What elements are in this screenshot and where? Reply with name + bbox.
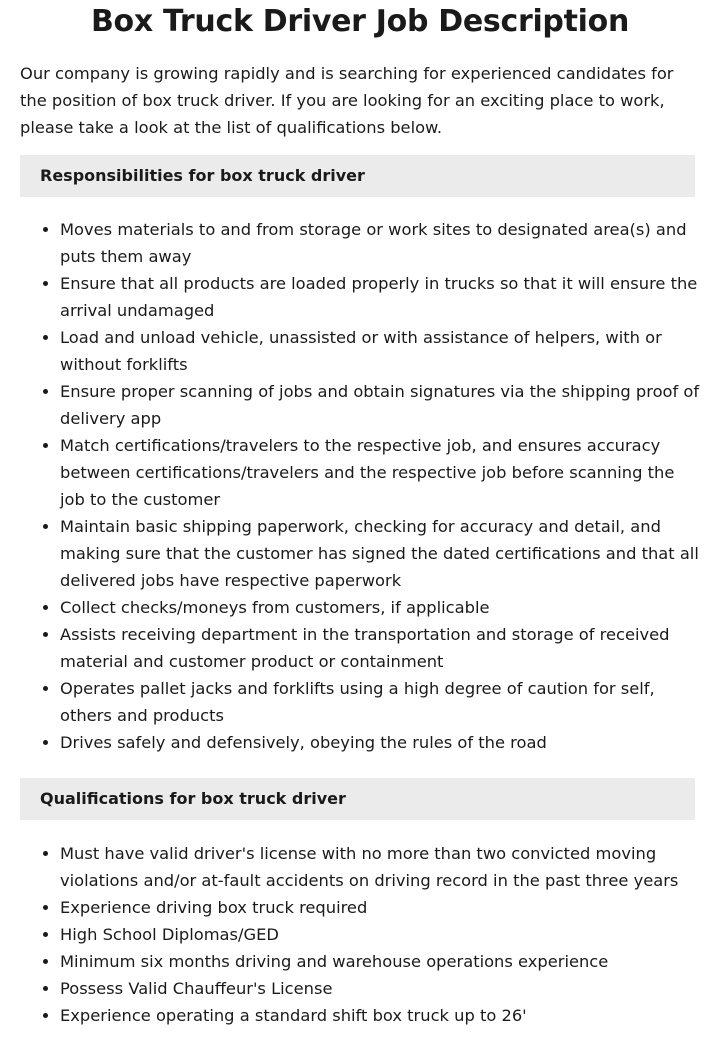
responsibilities-list	[0, 216, 700, 756]
list-item: • Possess Valid Chauffeur's License	[60, 975, 700, 1002]
list-item: • Collect checks/moneys from customers, if applicable	[60, 594, 700, 621]
intro-paragraph: Our company is growing rapidly and is searching for experienced candidates for the position of box truck driver. If you are looking for an exciting place to work, please take a look at the list of qualifications below.	[20, 64, 674, 137]
list-item: • Drives safely and defensively, obeying the rules of the road	[60, 729, 700, 756]
list-item: • Ensure that all products are loaded properly in trucks so that it will ensure the arrival undamaged	[60, 270, 700, 324]
list-item: • Must have valid driver's license with no more than two convicted moving violations and/or at-fault accidents on driving record in the past three years	[60, 840, 700, 894]
responsibilities-heading: Responsibilities for box truck driver	[20, 155, 695, 197]
list-item: • Match certifications/travelers to the respective job, and ensures accuracy between certifications/travelers and the respective job before scanning the job to the customer	[60, 432, 700, 513]
qualifications-heading: Qualifications for box truck driver	[20, 778, 695, 820]
list-item: • Moves materials to and from storage or work sites to designated area(s) and puts them away	[60, 216, 700, 270]
list-item: • Ensure proper scanning of jobs and obtain signatures via the shipping proof of delivery app	[60, 378, 700, 432]
qualifications-list	[0, 840, 700, 1029]
list-item: • Maintain basic shipping paperwork, checking for accuracy and detail, and making sure that the customer has signed the dated certifications and that all delivered jobs have respective paperwork	[60, 513, 700, 594]
list-item: • Experience operating a standard shift box truck up to 26'	[60, 1002, 700, 1029]
list-item: • Operates pallet jacks and forklifts using a high degree of caution for self, others and products	[60, 675, 700, 729]
list-item: • Minimum six months driving and warehouse operations experience	[60, 948, 700, 975]
list-item: • Assists receiving department in the transportation and storage of received material and customer product or containment	[60, 621, 700, 675]
list-item: • High School Diplomas/GED	[60, 921, 700, 948]
page-title: Box Truck Driver Job Description	[90, 4, 630, 39]
list-item: • Load and unload vehicle, unassisted or with assistance of helpers, with or without forklifts	[60, 324, 700, 378]
list-item: • Experience driving box truck required	[60, 894, 700, 921]
